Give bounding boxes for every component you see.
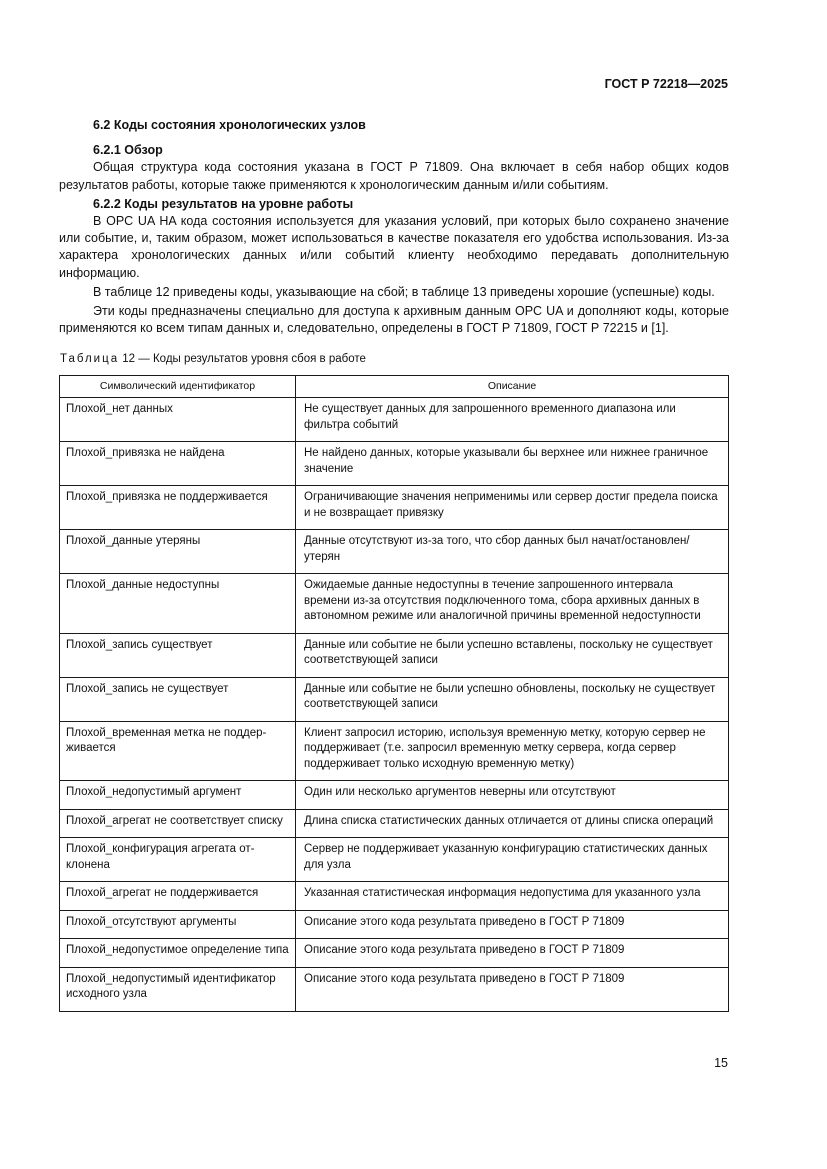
cell-identifier: Плохой_нет данных bbox=[60, 398, 296, 442]
cell-description: Сервер не поддерживает указанную конфигурацию статистических данных для узла bbox=[296, 838, 729, 882]
table-row bbox=[60, 967, 729, 1011]
cell-description: Длина списка статистических данных отличается от длины списка операций bbox=[296, 809, 729, 838]
table-row bbox=[60, 809, 729, 838]
table-caption-prefix: Таблица bbox=[60, 353, 120, 366]
cell-description: Указанная статистическая информация недопустима для указанного узла bbox=[296, 882, 729, 911]
column-header-description: Описание bbox=[296, 375, 729, 398]
cell-identifier: Плохой_запись существует bbox=[60, 633, 296, 677]
table-row bbox=[60, 530, 729, 574]
cell-description: Описание этого кода результата приведено в ГОСТ Р 71809 bbox=[296, 910, 729, 939]
table-row bbox=[60, 781, 729, 810]
cell-identifier: Плохой_привязка не найдена bbox=[60, 442, 296, 486]
cell-description: Описание этого кода результата приведено в ГОСТ Р 71809 bbox=[296, 939, 729, 968]
cell-identifier: Плохой_отсутствуют аргументы bbox=[60, 910, 296, 939]
table-caption bbox=[60, 351, 729, 368]
table-row bbox=[60, 442, 729, 486]
cell-identifier: Плохой_недопустимый аргумент bbox=[60, 781, 296, 810]
table-caption-text: 12 — Коды результатов уровня сбоя в работе bbox=[119, 353, 366, 366]
section-title: 6.2 Коды состояния хронологических узлов bbox=[93, 118, 366, 132]
cell-description: Один или несколько аргументов неверны или отсутствуют bbox=[296, 781, 729, 810]
cell-description: Не существует данных для запрошенного временного диапазона или фильтра событий bbox=[296, 398, 729, 442]
table-row bbox=[60, 677, 729, 721]
cell-description: Описание этого кода результата приведено в ГОСТ Р 71809 bbox=[296, 967, 729, 1011]
page-number: 15 bbox=[714, 1056, 728, 1070]
cell-identifier: Плохой_данные недоступны bbox=[60, 574, 296, 634]
cell-identifier: Плохой_недопустимое определение типа bbox=[60, 939, 296, 968]
document-id: ГОСТ Р 72218—2025 bbox=[604, 77, 728, 91]
cell-identifier: Плохой_конфигурация агрегата отклонена bbox=[60, 838, 296, 882]
cell-description: Данные или событие не были успешно обновлены, поскольку не существует соответствующей записи bbox=[296, 677, 729, 721]
column-header-identifier: Символический идентификатор bbox=[60, 375, 296, 398]
table-row bbox=[60, 633, 729, 677]
paragraph-status-code: В OPC UA HA кода состояния используется для указания условий, при которых было сохранено значение или событие, и, таким образом, может использоваться в качестве показателя его удобства использования. Из-за характера хронологических данных и/или событий клиенту необходимо передавать дополнительную информацию. bbox=[59, 214, 729, 280]
table-row bbox=[60, 838, 729, 882]
subsection-title-result-codes: 6.2.2 Коды результатов на уровне работы bbox=[93, 196, 354, 211]
table-row bbox=[60, 910, 729, 939]
table-row bbox=[60, 721, 729, 781]
table-row bbox=[60, 398, 729, 442]
table-row bbox=[60, 939, 729, 968]
cell-identifier: Плохой_агрегат не соответствует списку bbox=[60, 809, 296, 838]
table-row bbox=[60, 574, 729, 634]
cell-description: Данные или событие не были успешно вставлены, поскольку не существует соответствующей записи bbox=[296, 633, 729, 677]
cell-description: Ограничивающие значения неприменимы или сервер достиг предела поиска и не возвращает привязку bbox=[296, 486, 729, 530]
cell-identifier: Плохой_данные утеряны bbox=[60, 530, 296, 574]
paragraph-tables-ref: В таблице 12 приведены коды, указывающие на сбой; в таблице 13 приведены хорошие (успешные) коды. bbox=[93, 284, 715, 299]
table-header-row bbox=[60, 375, 729, 398]
cell-description: Клиент запросил историю, используя временную метку, которую сервер не поддерживает (т.е. запросил временную метку сервера, когда сервер поддерживает только исходную временную метку) bbox=[296, 721, 729, 781]
cell-identifier: Плохой_агрегат не поддерживается bbox=[60, 882, 296, 911]
table-row bbox=[60, 882, 729, 911]
paragraph-codes-purpose: Эти коды предназначены специально для доступа к архивным данным OPC UA и дополняют коды, которые применяются ко всем типам данных и, следовательно, определены в ГОСТ Р 71809, ГОСТ Р 72215 и [1]. bbox=[59, 304, 729, 336]
subsection-title-overview: 6.2.1 Обзор bbox=[93, 143, 163, 158]
result-codes-table bbox=[59, 375, 729, 1012]
table-row bbox=[60, 486, 729, 530]
paragraph-overview: Общая структура кода состояния указана в ГОСТ Р 71809. Она включает в себя набор общих кодов результатов работы, которые также применяются к хронологическим данным и/или событиям. bbox=[59, 160, 729, 192]
cell-description: Данные отсутствуют из-за того, что сбор данных был начат/остановлен/утерян bbox=[296, 530, 729, 574]
page-content bbox=[59, 117, 729, 1012]
cell-identifier: Плохой_привязка не поддерживается bbox=[60, 486, 296, 530]
cell-identifier: Плохой_временная метка не поддерживается bbox=[60, 721, 296, 781]
cell-identifier: Плохой_недопустимый идентификатор исходного узла bbox=[60, 967, 296, 1011]
cell-description: Не найдено данных, которые указывали бы верхнее или нижнее граничное значение bbox=[296, 442, 729, 486]
cell-description: Ожидаемые данные недоступны в течение запрошенного интервала времени из-за отсутствия подключенного тома, сбора архивных данных в автономном режиме или аналогичной причины временной недоступности bbox=[296, 574, 729, 634]
cell-identifier: Плохой_запись не существует bbox=[60, 677, 296, 721]
